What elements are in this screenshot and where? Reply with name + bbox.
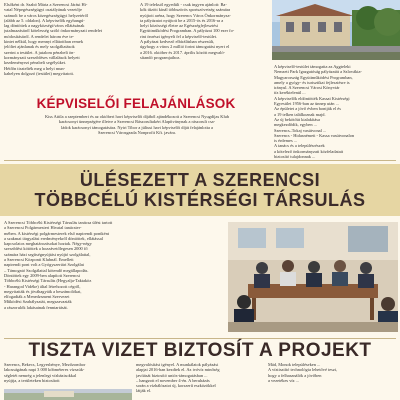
text-line: Szerencs, Bekecs, Legyesbénye, Mezőzombor: [4, 362, 86, 367]
water-illustration: [4, 389, 132, 400]
text-line: A Szerencsi Többcélú Kistérségi Társulás tanácsa ülést tartott: [4, 220, 113, 225]
top-column-2-lines: [140, 2, 268, 60]
assoc-text: [4, 220, 224, 340]
text-line: elfogadták a Menedzsment Szervezet: [4, 294, 70, 300]
text-line: számolt be a város közegészségügyi helyzetéről: [4, 12, 88, 18]
text-line: napirendi pont volt a Gyógyszertári Szolgálat: [4, 262, 84, 268]
assoc-title-line-2: TÖBBCÉLÚ KISTÉRSÉGI TÁRSULÁS: [34, 190, 366, 210]
text-line: számára házi segítségnyújtást nyújtó szolgálattal,: [4, 251, 91, 257]
text-line: irányul. A Szerencsi Városi Könyvtár: [274, 85, 340, 91]
text-line: mében. A kistérségi polgármesterek első napirendi pontként: [4, 230, 109, 236]
divider: [4, 160, 396, 161]
water-title: TISZTA VIZET BIZTOSÍT A PROJEKT: [28, 340, 372, 361]
text-line: a rászorulók lakásainak fenntartását.: [4, 304, 68, 310]
town-hall-photo: [272, 0, 400, 60]
text-line: A képviselő-testület támogatta az Aggteleki: [274, 64, 351, 69]
text-line: Szerencsi Városgazda Nonprofit Kft. javára.: [98, 129, 176, 135]
text-line: biztosító tulajdonnak ...: [274, 154, 316, 160]
meeting-photo: [228, 222, 398, 332]
text-line: Egyesület 1956-ban az ünnep után ...: [274, 101, 339, 107]
text-line: kormányzati szerződéses vállalások helyett: [4, 54, 80, 60]
water-column-3: [268, 362, 396, 400]
water-photo: [4, 388, 132, 400]
text-line: a kötelező önkormányzati közfeladatait: [274, 148, 344, 154]
meeting-illustration: [228, 222, 398, 332]
text-line: is érdemes ...: [274, 138, 298, 144]
text-line: Működési Szabályzatát, megszavazták: [4, 299, 72, 305]
text-line: ségletét nemrég a jelenlegi vízbázisokkal: [4, 372, 77, 378]
text-line: Elsőként dr. Szabó Mária a Szerencsi Járási Hi-: [4, 2, 88, 7]
text-line: a 19 telken találkoznak majd.: [274, 111, 326, 117]
top-column-3-lines: [274, 64, 398, 159]
text-line: A pályázat kedvező elbírálásban részesült,: [140, 39, 215, 45]
text-line: jelöltet ajánlanak és mely szolgáltatások: [4, 44, 75, 50]
text-line: a Szerencsi Központi Klubnál. Emellett: [4, 257, 74, 263]
water-column-1-lines: [4, 362, 132, 383]
text-line: - Harangod Vidéke) által létrehozott cégről,: [4, 283, 81, 289]
text-line: (alább az 5. oldalon). A képviselők egyhangú-: [4, 17, 85, 23]
pledge-text: [6, 114, 268, 154]
text-line: a 2016. október és 2017. április között megvaló-: [140, 49, 225, 55]
text-line: lag döntöttek a nagyközségi/város ellátásának: [4, 23, 85, 29]
text-line: – Támogató Szolgálattal kötendő megállapodás.: [4, 267, 89, 273]
text-line: szerint a testület. A jutalom pénzbeli ön-: [4, 49, 75, 55]
top-column-1-lines: [4, 2, 134, 76]
text-line: kók tűzött kínál többszörös sportszövetség számára: [140, 7, 231, 13]
text-line: megkezdődik, egyben ...: [274, 122, 317, 128]
text-line: – hangzott el november 4-én. A beruházás: [136, 377, 210, 383]
text-line: Hétfőn tisztelték meg a helyi mun-: [4, 65, 66, 71]
text-line: javítását biztosító uniós-támogatásban ...: [136, 372, 208, 378]
text-line: a vezetékes víz ...: [268, 377, 299, 383]
text-line: Kiss Attila a szeptemberi és az októberi havi képviselői díjából ajándékozott a Szerencsi Nyugdíjas Klub: [44, 114, 230, 119]
text-line: Szerencs–Tokaj vasútvonal ...: [274, 127, 327, 133]
text-line: Az új bekötőút kialakítása: [274, 116, 320, 122]
top-column-3: [274, 64, 398, 160]
text-line: vatal Népegészségügyi osztályának vezetője: [4, 7, 82, 13]
town-hall-illustration: [272, 0, 400, 60]
text-line: úgyhogy a város 2 millió forint támogatást nyert el: [140, 44, 230, 50]
text-line: sítandó programjaihoz.: [140, 54, 181, 60]
text-line: kezdeményezi pénzbeli segélyüket.: [4, 60, 67, 66]
water-column-2-lines: [136, 362, 264, 394]
text-line: szerződést kötöttek a hozzávetőlegesen 2000 fő: [4, 246, 88, 252]
text-line: lakosságának napi 3 000 köbméteres vízszük-: [4, 367, 85, 373]
text-line: A tanács és a településrészek: [274, 143, 325, 149]
assoc-lines: [4, 220, 224, 310]
water-column-2: [136, 362, 264, 400]
pledge-lines: [6, 114, 268, 135]
text-line: karácsonyi ünnepségére illetve a Szerencsi Rászorultakért Alapítványnak a rászorult csa-: [58, 119, 216, 125]
text-line: tíz keréktelenül ...: [274, 90, 306, 96]
text-line: Együttműködési Programban. A pályázat 100 ezer fo-: [140, 28, 235, 34]
pledge-title: KÉPVISELŐI FELAJÁNLÁSOK: [36, 96, 236, 111]
text-line: a szakmai tárgyalási eredményekről döntöttek, ellátással: [4, 235, 103, 241]
text-line: során a vízhálózatot új, korszerű eszközökkel: [136, 383, 216, 389]
text-line: Döntöttek egy 2009-ben alapított Szerencsi: [4, 272, 81, 278]
assoc-title-line-1: ÜLÉSEZETT A SZERENCSI: [79, 170, 321, 190]
text-line: A képviselők eldöntötték Kassai Kistérségi: [274, 95, 350, 101]
text-line: Nemzeti Park Igazgatóság pályázatát a Szlovákia-: [274, 69, 362, 75]
text-line: látják el.: [136, 388, 152, 394]
text-line: jutalmazásáról kötelesség szóló önkormányzati rendelet: [4, 28, 103, 34]
text-line: Többcélú Kistérségi Társulás (Hegyalja-Taktaköz: [4, 278, 92, 284]
text-line: amely a gyógy- és turisztikai fejlesztésre is: [274, 79, 350, 85]
text-line: A víztisztító technológia lehetővé teszi,: [268, 367, 338, 373]
text-line: kahelyen dolgozó (testület) megvitatott.: [4, 70, 74, 76]
text-line: a Szerencsi Polgármesteri Hivatal tanácster-: [4, 225, 82, 231]
text-line: hogy a felhasználók a jövőben: [268, 372, 322, 378]
text-line: rint önrészt igényelt fel a képviselő-testület.: [140, 33, 218, 39]
water-column-3-lines: [268, 362, 396, 383]
text-line: Szerencs - Hidasnémeti - Kassa vasútvonalon: [274, 132, 355, 138]
text-line: kapcsolatos meghatározásokat hoztak. Négy-négy: [4, 241, 92, 247]
text-line: megvitatták és jóváhagyták a beszámolókat,: [4, 288, 82, 294]
top-column-2: [140, 2, 268, 92]
text-line: nyújtja, a területeken biztosított: [4, 377, 60, 383]
text-line: helyi közösségi életre az Egészségfejlesztési: [140, 23, 219, 29]
text-line: kintet nélkül, hogy mennyi ellátottban remek: [4, 39, 84, 45]
text-line: nyújtott aréna, hogy Szerencs Város Önkormányza-: [140, 12, 231, 18]
divider: [4, 338, 396, 339]
text-line: A 19 teleksól egyedüli - csak ingyen ajánlott: Ba-: [140, 2, 227, 7]
text-line: megvalósítást igényel. A munkálatok pályázási: [136, 362, 219, 367]
text-line: ládok karácsonyi támogatására. Nyiri Tibor a júliusi havi képviselői díját felajánlotta a: [61, 124, 213, 130]
text-line: ta pályázatot nyújtott be a 2015-ös és 2016-ra a: [140, 17, 224, 23]
text-line: Magyarország Együttműködési Programban,: [274, 74, 353, 80]
water-column-1: [4, 362, 132, 388]
text-line: Mád, Monok településeken ...: [268, 362, 321, 367]
text-line: alapjai 2016-ban kezdtek el. Az ivóvíz minőség: [136, 367, 220, 373]
text-line: módosításáról. A rendelet három éve te-: [4, 33, 74, 39]
text-line: Az épületet a jövő évben bontják el és: [274, 106, 341, 112]
